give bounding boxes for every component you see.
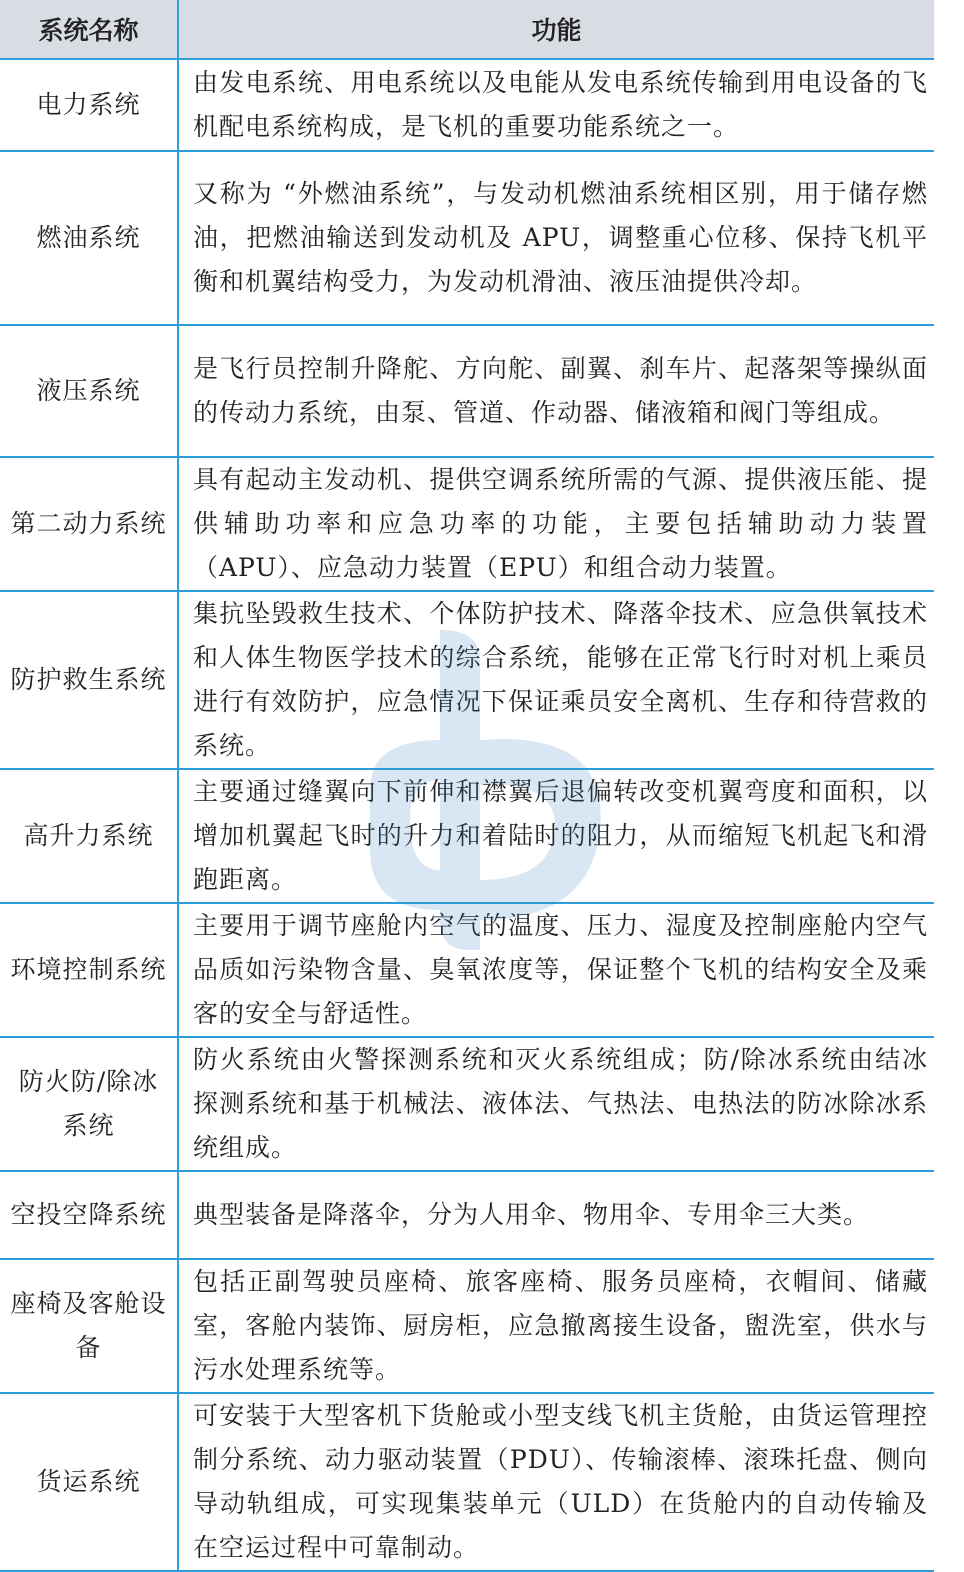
header-function: 功能 (178, 0, 934, 59)
table-header (0, 0, 934, 59)
system-name-cell: 高升力系统 (0, 769, 178, 903)
system-name-cell: 防火防/除冰系统 (0, 1037, 178, 1171)
function-cell: 可安装于大型客机下货舱或小型支线飞机主货舱，由货运管理控制分系统、动力驱动装置（PDU）、传输滚棒、滚珠托盘、侧向导动轨组成，可实现集装单元（ULD）在货舱内的自动传输及在空运过程中可靠制动。 (178, 1393, 934, 1571)
table-row (0, 769, 934, 903)
system-name-cell: 燃油系统 (0, 151, 178, 325)
function-cell: 主要用于调节座舱内空气的温度、压力、湿度及控制座舱内空气品质如污染物含量、臭氧浓度等，保证整个飞机的结构安全及乘客的安全与舒适性。 (178, 903, 934, 1037)
table-row (0, 325, 934, 457)
table-row (0, 457, 934, 591)
function-cell: 典型装备是降落伞，分为人用伞、物用伞、专用伞三大类。 (178, 1171, 934, 1259)
function-cell: 又称为 “外燃油系统”，与发动机燃油系统相区别，用于储存燃油，把燃油输送到发动机及 APU，调整重心位移、保持飞机平衡和机翼结构受力，为发动机滑油、液压油提供冷却。 (178, 151, 934, 325)
system-name-cell: 空投空降系统 (0, 1171, 178, 1259)
system-name-cell: 防护救生系统 (0, 591, 178, 769)
system-name-cell: 座椅及客舱设备 (0, 1259, 178, 1393)
system-name-cell: 环境控制系统 (0, 903, 178, 1037)
table-row (0, 1037, 934, 1171)
function-cell: 是飞行员控制升降舵、方向舵、副翼、刹车片、起落架等操纵面的传动力系统，由泵、管道、作动器、储液箱和阀门等组成。 (178, 325, 934, 457)
table-row (0, 59, 934, 151)
table-row (0, 591, 934, 769)
table-row (0, 1259, 934, 1393)
function-cell: 集抗坠毁救生技术、个体防护技术、降落伞技术、应急供氧技术和人体生物医学技术的综合系统，能够在正常飞行时对机上乘员进行有效防护，应急情况下保证乘员安全离机、生存和待营救的系统。 (178, 591, 934, 769)
table-row (0, 151, 934, 325)
table-body (0, 59, 934, 1571)
system-name-cell: 电力系统 (0, 59, 178, 151)
function-cell: 由发电系统、用电系统以及电能从发电系统传输到用电设备的飞机配电系统构成，是飞机的重要功能系统之一。 (178, 59, 934, 151)
function-cell: 防火系统由火警探测系统和灭火系统组成；防/除冰系统由结冰探测系统和基于机械法、液体法、气热法、电热法的防冰除冰系统组成。 (178, 1037, 934, 1171)
header-row (0, 0, 934, 59)
system-name-cell: 货运系统 (0, 1393, 178, 1571)
system-name-cell: 第二动力系统 (0, 457, 178, 591)
table-row (0, 1393, 934, 1571)
function-cell: 包括正副驾驶员座椅、旅客座椅、服务员座椅，衣帽间、储藏室，客舱内装饰、厨房柜，应急撤离接生设备，盥洗室，供水与污水处理系统等。 (178, 1259, 934, 1393)
table-row (0, 1171, 934, 1259)
table-row (0, 903, 934, 1037)
function-cell: 具有起动主发动机、提供空调系统所需的气源、提供液压能、提供辅助功率和应急功率的功能，主要包括辅助动力装置（APU）、应急动力装置（EPU）和组合动力装置。 (178, 457, 934, 591)
header-system-name: 系统名称 (0, 0, 178, 59)
function-cell: 主要通过缝翼向下前伸和襟翼后退偏转改变机翼弯度和面积，以增加机翼起飞时的升力和着陆时的阻力，从而缩短飞机起飞和滑跑距离。 (178, 769, 934, 903)
system-name-cell: 液压系统 (0, 325, 178, 457)
